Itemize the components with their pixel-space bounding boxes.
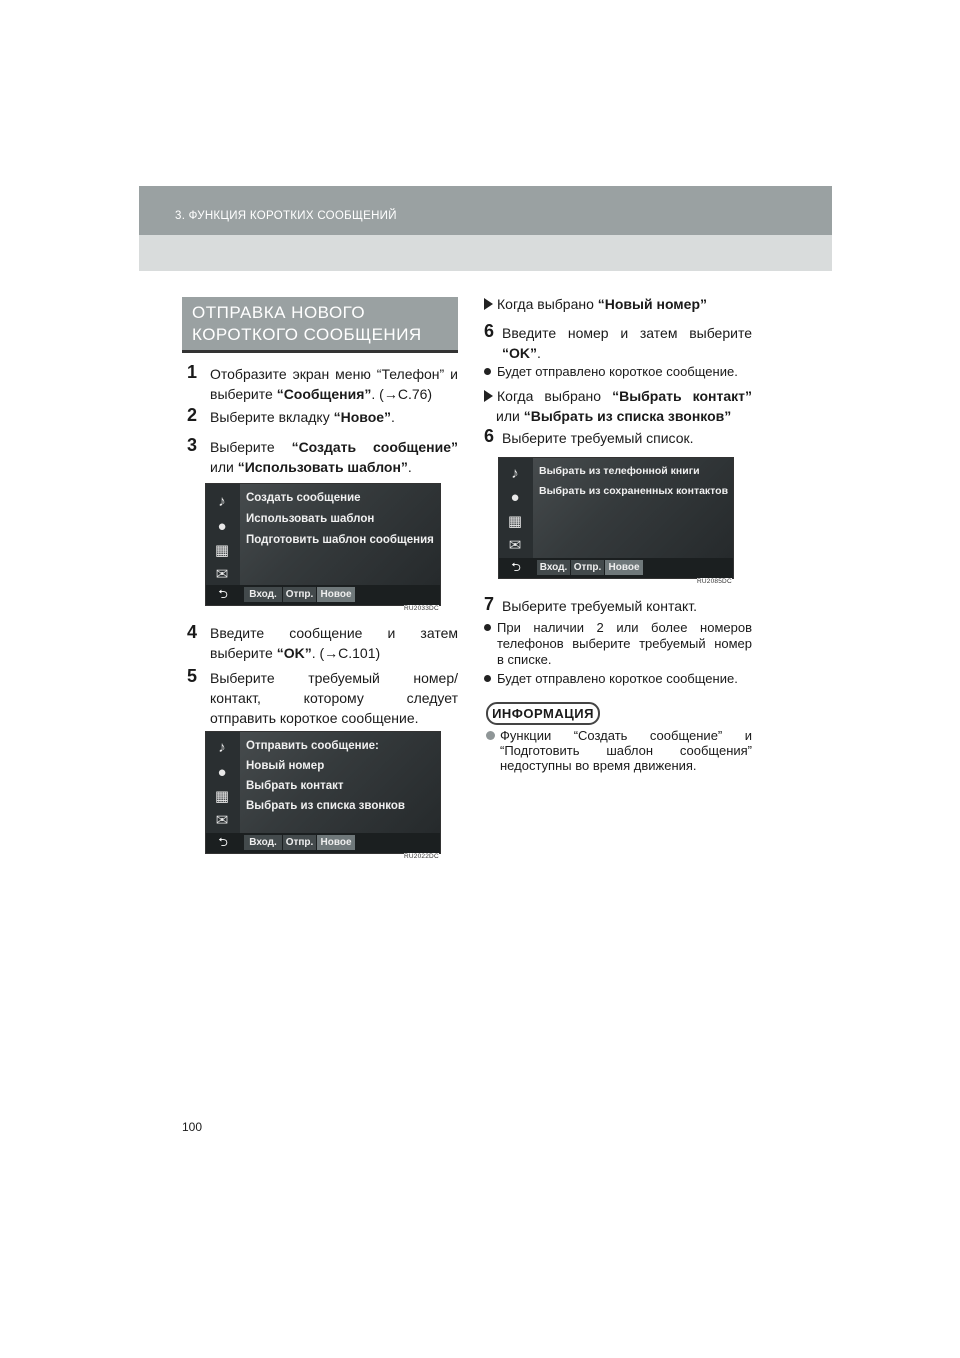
image-code: RU2022DC — [404, 853, 439, 860]
step-text-line: Отобразите экран меню “Телефон” и — [210, 366, 458, 382]
keypad-icon: ▦ — [214, 788, 230, 805]
tab-new[interactable]: Новое — [317, 835, 355, 850]
step-text — [210, 407, 458, 427]
step-number: 3 — [187, 435, 198, 455]
bullet-dot-icon — [484, 368, 491, 375]
phone-icon: ♪ — [218, 739, 226, 756]
tab-sent[interactable]: Отпр. — [283, 835, 316, 850]
menu-item-template[interactable]: Использовать шаблон — [246, 513, 375, 525]
menu-item-new-number[interactable]: Новый номер — [246, 760, 325, 772]
step-text-part: выберите — [210, 386, 277, 402]
section-title: 3. ФУНКЦИЯ КОРОТКИХ СООБЩЕНИЙ — [175, 210, 397, 222]
step-text — [210, 364, 458, 404]
step-text: Выберите требуемый контакт. — [502, 598, 698, 614]
menu-item-create[interactable]: Создать сообщение — [246, 492, 361, 504]
screen-tab-bar — [206, 833, 440, 853]
phone-icon: ♪ — [218, 493, 226, 510]
info-note — [486, 728, 752, 773]
condition-text: Когда выбрано — [497, 296, 598, 312]
message-icon: ✉ — [215, 812, 229, 829]
step-text-part: . (→C.101) — [311, 645, 381, 661]
bullet-item — [484, 669, 752, 689]
menu-item-send-label: Отправить сообщение: — [246, 740, 379, 752]
bullet-dot-icon — [484, 675, 491, 682]
bullet-text: При наличии 2 или более номеров — [497, 620, 752, 635]
step-text-line: Выберите требуемый номер/ — [210, 670, 458, 686]
step-text — [210, 623, 458, 663]
step-text — [502, 323, 752, 363]
image-code: RU2033DC — [404, 605, 439, 612]
step-text-bold: “Создать сообщение” — [291, 439, 458, 455]
step-text — [210, 437, 458, 477]
screenshot-message-menu — [205, 483, 441, 606]
condition-bold: “Выбрать из списка звонков” — [523, 408, 732, 424]
banner-line-1: ОТПРАВКА НОВОГО — [192, 303, 366, 322]
condition-line — [484, 294, 752, 314]
bullet-item — [484, 620, 752, 668]
condition-text: или — [496, 408, 524, 424]
info-badge: ИНФОРМАЦИЯ — [486, 702, 600, 725]
menu-item-select-contact[interactable]: Выбрать контакт — [246, 780, 344, 792]
page-number: 100 — [182, 1120, 203, 1134]
phone-icon: ♪ — [511, 465, 519, 482]
step-number: 5 — [187, 666, 198, 686]
menu-item-phonebook[interactable]: Выбрать из телефонной книги — [539, 465, 700, 477]
condition-line — [484, 386, 752, 426]
step-text-line: Введите сообщение и затем — [210, 625, 458, 641]
screen-tab-bar — [206, 585, 440, 605]
tab-inbox[interactable]: Вход. — [244, 835, 282, 850]
message-icon: ✉ — [215, 566, 229, 583]
bullet-item — [484, 362, 752, 382]
screen-tab-bar — [499, 558, 733, 578]
step-text-line: Введите номер и затем выберите — [502, 325, 752, 341]
tab-sent[interactable]: Отпр. — [571, 560, 604, 575]
section-header-bar — [139, 186, 832, 235]
triangle-marker-icon — [484, 390, 493, 402]
keypad-icon: ▦ — [507, 513, 523, 530]
back-icon[interactable]: ⮌ — [218, 835, 228, 849]
step-text-part: . — [537, 345, 541, 361]
step-text-part: . — [391, 409, 395, 425]
info-text: “Подготовить шаблон сообщения” — [500, 743, 752, 758]
menu-item-saved-contacts[interactable]: Выбрать из сохраненных контактов — [539, 485, 729, 497]
step-text-part: Выберите — [210, 439, 292, 455]
step-text-part: Выберите вкладку — [210, 409, 334, 425]
step-number: 1 — [187, 362, 198, 382]
bullet-dot-icon — [484, 624, 491, 631]
tab-inbox[interactable]: Вход. — [244, 587, 282, 602]
bullet-text: телефонов выберите требуемый номер — [497, 636, 752, 651]
step-number: 6 — [484, 426, 495, 446]
step-text-part: . — [407, 459, 412, 475]
image-code: RU2085DC — [697, 578, 732, 585]
back-icon[interactable]: ⮌ — [511, 560, 521, 574]
bullet-text: Будет отправлено короткое сообщение. — [497, 364, 738, 379]
message-icon: ✉ — [508, 537, 522, 554]
step-text-part: выберите — [210, 645, 277, 661]
info-text: недоступны во время движения. — [500, 758, 697, 773]
screenshot-list-menu — [498, 457, 734, 579]
condition-text: Когда выбрано — [497, 388, 613, 404]
condition-bold: “Выбрать контакт” — [612, 388, 752, 404]
condition-bold: “Новый номер” — [597, 296, 708, 312]
contact-icon: ● — [217, 518, 227, 535]
triangle-marker-icon — [484, 298, 493, 310]
menu-item-call-list[interactable]: Выбрать из списка звонков — [246, 800, 405, 812]
screenshot-recipient-menu — [205, 731, 441, 854]
step-text-bold: “OK” — [276, 645, 312, 661]
keypad-icon: ▦ — [214, 542, 230, 559]
tab-inbox[interactable]: Вход. — [537, 560, 570, 575]
bullet-text: в списке. — [497, 652, 552, 667]
back-icon[interactable]: ⮌ — [218, 587, 228, 601]
info-dot-icon — [486, 731, 495, 740]
section-header — [139, 186, 832, 271]
tab-new[interactable]: Новое — [605, 560, 643, 575]
contact-icon: ● — [217, 764, 227, 781]
step-text-line: контакт, которому следует — [210, 690, 458, 706]
tab-new[interactable]: Новое — [317, 587, 355, 602]
menu-item-prepare[interactable]: Подготовить шаблон сообщения — [246, 534, 434, 546]
step-text-bold: “Сообщения” — [276, 386, 372, 402]
tab-sent[interactable]: Отпр. — [283, 587, 316, 602]
step-text-part: или — [210, 459, 238, 475]
step-text — [210, 668, 458, 728]
step-text-bold: “OK” — [502, 345, 537, 361]
bullet-text: Будет отправлено короткое сообщение. — [497, 671, 738, 686]
step-text-line: отправить короткое сообщение. — [210, 710, 419, 726]
step-number: 2 — [187, 405, 198, 425]
contact-icon: ● — [510, 489, 520, 506]
step-number: 6 — [484, 321, 495, 341]
info-text: Функции “Создать сообщение” и — [500, 728, 752, 743]
step-text-bold: “Использовать шаблон” — [237, 459, 408, 475]
banner-line-2: КОРОТКОГО СООБЩЕНИЯ — [192, 325, 422, 344]
step-text-bold: “Новое” — [333, 409, 392, 425]
step-number: 4 — [187, 622, 198, 642]
step-text-part: . (→C.76) — [371, 386, 433, 402]
section-banner — [182, 297, 458, 353]
step-text: Выберите требуемый список. — [502, 430, 694, 446]
step-number: 7 — [484, 594, 495, 614]
